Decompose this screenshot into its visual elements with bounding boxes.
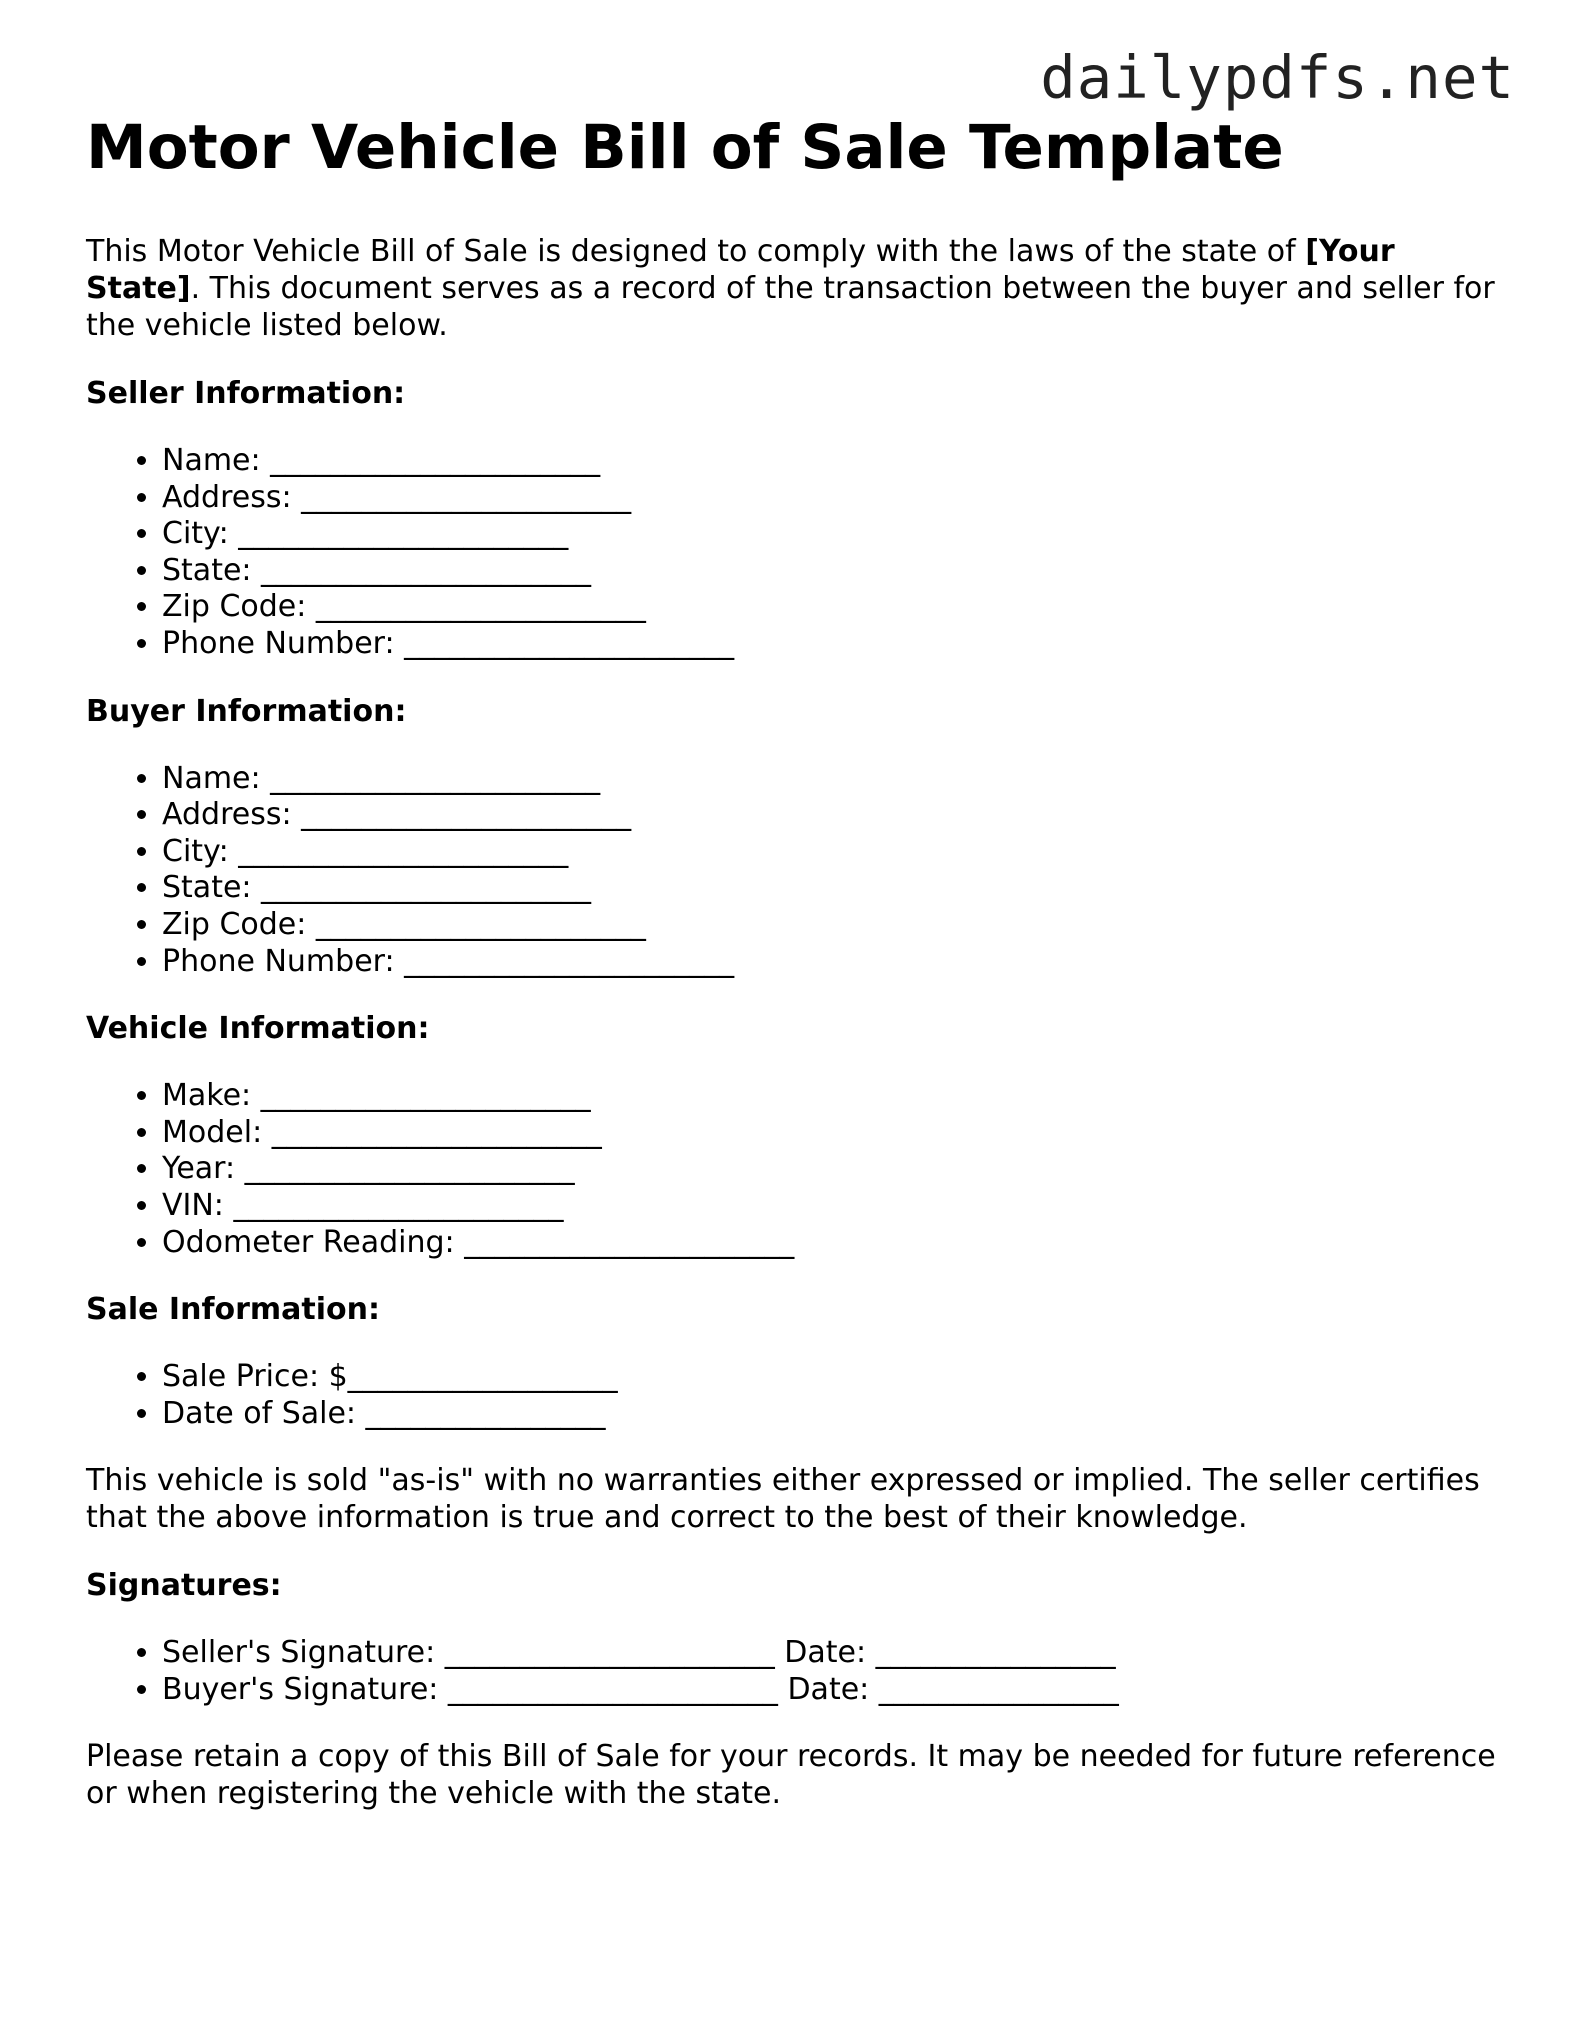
sale-list [86,1359,1506,1432]
as-is-paragraph: This vehicle is sold "as-is" with no warranties either expressed or implied. The seller certifies that the above information is true and correct to the best of their knowledge. [86,1463,1480,1536]
vehicle-heading: Vehicle Information: [86,1011,430,1047]
seller-signature-field[interactable]: • Seller's Signature: ______________________ Date: ________________ [162,1635,1506,1672]
seller-heading: Seller Information: [86,376,406,411]
vehicle-year-field[interactable]: • Year: ______________________ [162,1151,1506,1188]
buyer-phone-field[interactable]: • Phone Number: ______________________ [162,944,1506,981]
signatures-heading: Signatures: [86,1568,282,1604]
buyer-name-field[interactable]: • Name: ______________________ [162,761,1506,798]
seller-list [86,443,1506,663]
signatures-list [86,1635,1506,1708]
buyer-city-field[interactable]: • City: ______________________ [162,834,1506,871]
seller-address-field[interactable]: • Address: ______________________ [162,480,1506,517]
watermark: dailypdfs.net [1040,43,1515,112]
seller-state-field[interactable]: • State: ______________________ [162,553,1506,590]
vehicle-odometer-field[interactable]: • Odometer Reading: ______________________ [162,1225,1506,1262]
intro-paragraph [86,233,1506,344]
intro-text-after: . This document serves as a record of the transaction between the buyer and seller for the vehicle listed below. [86,271,1495,343]
closing-paragraph: Please retain a copy of this Bill of Sale for your records. It may be needed for future reference or when registering the vehicle with the state. [86,1739,1496,1812]
intro-text-before: This Motor Vehicle Bill of Sale is designed to comply with the laws of the state of [86,234,1306,269]
buyer-list [86,761,1506,981]
seller-city-field[interactable]: • City: ______________________ [162,516,1506,553]
buyer-heading: Buyer Information: [86,693,407,729]
seller-phone-field[interactable]: • Phone Number: ______________________ [162,626,1506,663]
seller-name-field[interactable]: • Name: ______________________ [162,443,1506,480]
sale-date-field[interactable]: • Date of Sale: ________________ [162,1396,1506,1433]
document-title: Motor Vehicle Bill of Sale Template [86,112,1284,183]
buyer-zip-field[interactable]: • Zip Code: ______________________ [162,907,1506,944]
document-body [86,108,1506,1812]
buyer-address-field[interactable]: • Address: ______________________ [162,797,1506,834]
buyer-state-field[interactable]: • State: ______________________ [162,870,1506,907]
state-placeholder: [Your State] [86,234,1395,306]
sale-heading: Sale Information: [86,1292,380,1328]
vehicle-make-field[interactable]: • Make: ______________________ [162,1078,1506,1115]
buyer-signature-field[interactable]: • Buyer's Signature: ______________________ Date: ________________ [162,1672,1506,1709]
vehicle-model-field[interactable]: • Model: ______________________ [162,1115,1506,1152]
vehicle-vin-field[interactable]: • VIN: ______________________ [162,1188,1506,1225]
seller-zip-field[interactable]: • Zip Code: ______________________ [162,589,1506,626]
vehicle-list [86,1078,1506,1261]
sale-price-field[interactable]: • Sale Price: $__________________ [162,1359,1506,1396]
